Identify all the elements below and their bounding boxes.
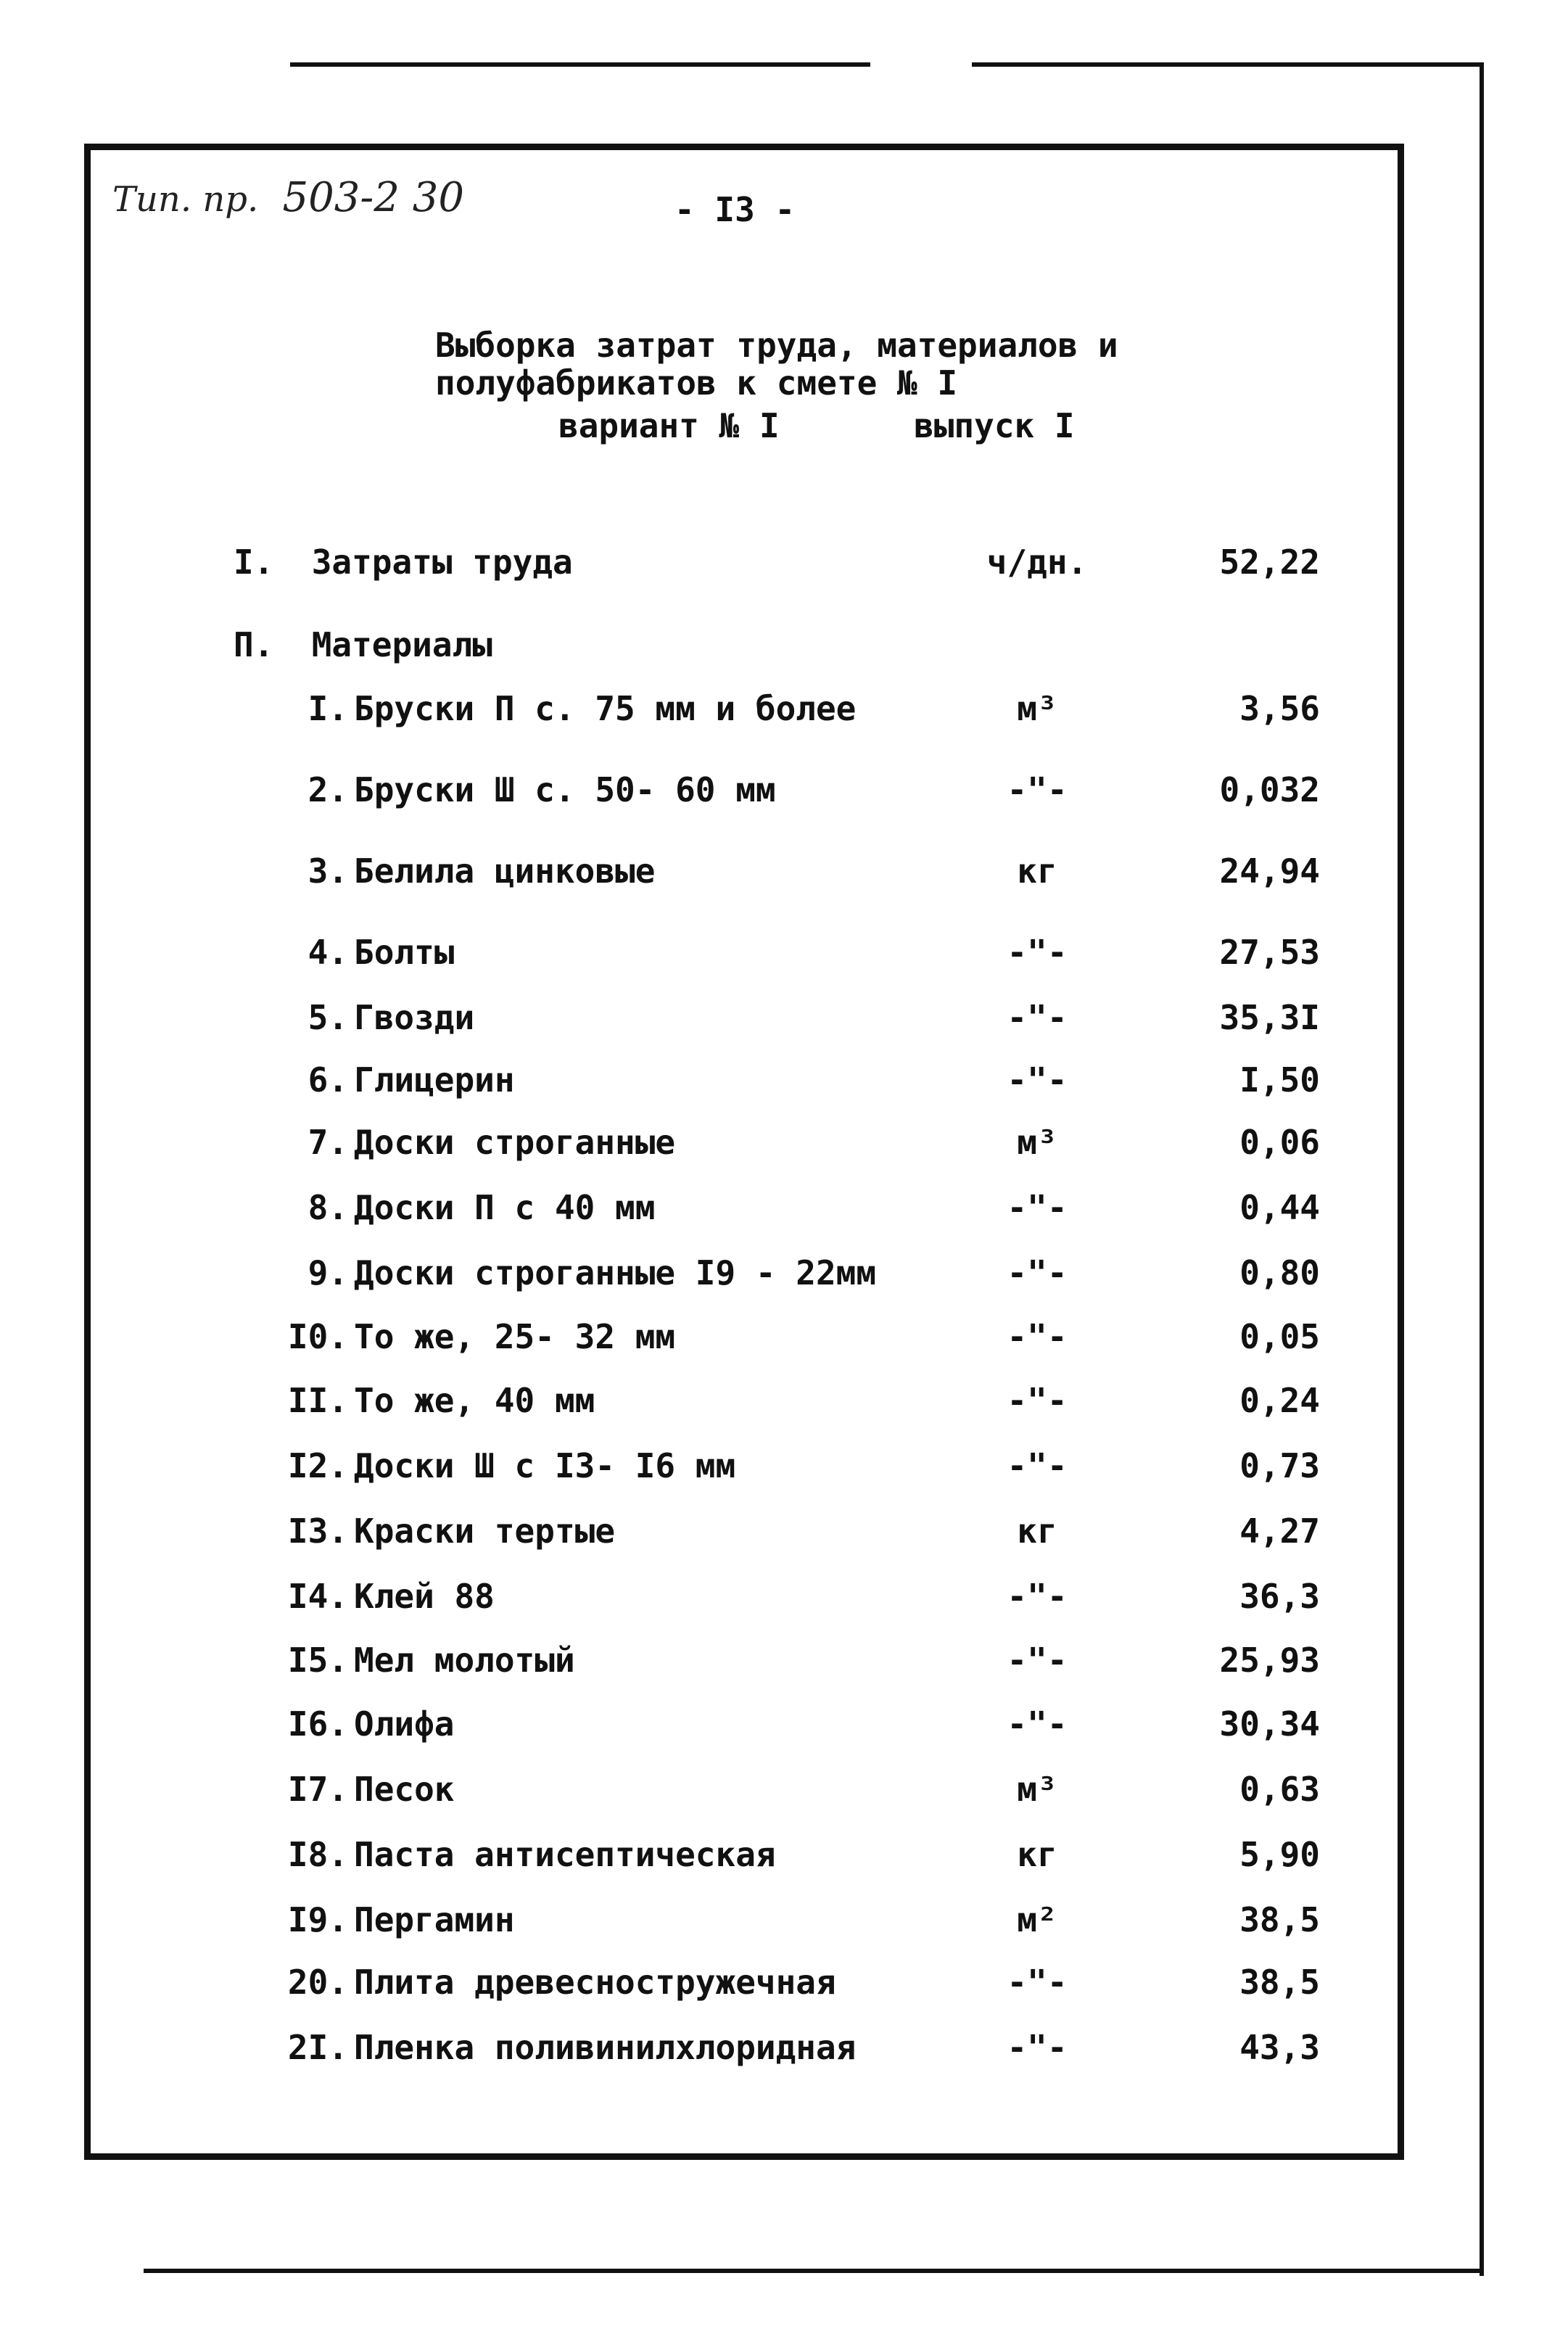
material-unit: м³	[1017, 689, 1057, 728]
material-value: 30,34	[1219, 1704, 1320, 1744]
top-rule-right	[972, 62, 1484, 67]
material-value: 27,53	[1219, 933, 1320, 972]
material-unit: -"-	[1007, 933, 1068, 972]
material-value: 4,27	[1239, 1511, 1320, 1551]
material-unit: -"-	[1007, 2028, 1068, 2067]
material-unit: -"-	[1007, 1253, 1068, 1292]
material-name: Бруски П с. 75 мм и более	[354, 689, 857, 728]
material-value: 35,3I	[1219, 998, 1320, 1037]
material-number: 20.	[287, 1963, 348, 2002]
material-unit: -"-	[1007, 1641, 1068, 1680]
stamp-label: Тип. пр.	[112, 179, 259, 220]
material-number: 3.	[308, 851, 348, 891]
material-unit: -"-	[1007, 1577, 1068, 1616]
material-number: I6.	[287, 1704, 348, 1744]
material-value: 0,80	[1239, 1253, 1320, 1292]
material-name: То же, 25- 32 мм	[354, 1317, 676, 1356]
section-labor	[234, 543, 573, 582]
material-name: Доски строганные	[354, 1123, 676, 1162]
material-value: 3,56	[1239, 689, 1320, 728]
material-name: Пленка поливинилхлоридная	[354, 2028, 857, 2067]
material-unit: -"-	[1007, 1317, 1068, 1356]
material-name: Белила цинковые	[354, 851, 656, 891]
material-name: Гвозди	[354, 998, 475, 1037]
material-number: I2.	[287, 1446, 348, 1485]
material-unit: -"-	[1007, 1963, 1068, 2002]
section-number: П.	[234, 625, 274, 664]
material-number: I9.	[287, 1900, 348, 1939]
material-name: То же, 40 мм	[354, 1381, 595, 1420]
material-unit: м³	[1017, 1123, 1057, 1162]
issue-label: выпуск I	[914, 406, 1075, 445]
material-number: I3.	[287, 1511, 348, 1551]
material-unit: м³	[1017, 1770, 1057, 1809]
material-unit: -"-	[1007, 1060, 1068, 1100]
material-number: 5.	[308, 998, 348, 1037]
material-number: 9.	[308, 1253, 348, 1292]
material-number: 7.	[308, 1123, 348, 1162]
material-value: 38,5	[1239, 1900, 1320, 1939]
material-number: I4.	[287, 1577, 348, 1616]
material-name: Песок	[354, 1770, 455, 1809]
material-value: 38,5	[1239, 1963, 1320, 2002]
material-value: 25,93	[1219, 1641, 1320, 1680]
document-title	[435, 326, 1118, 402]
page-number: - I3 -	[674, 190, 796, 229]
material-name: Мел молотый	[354, 1641, 575, 1680]
material-name: Болты	[354, 933, 455, 972]
material-unit: -"-	[1007, 1704, 1068, 1744]
right-rule	[1480, 64, 1484, 2276]
material-name: Олифа	[354, 1704, 455, 1744]
section-number: I.	[234, 543, 274, 582]
material-name: Глицерин	[354, 1060, 515, 1100]
material-value: 0,05	[1239, 1317, 1320, 1356]
material-unit: кг	[1017, 1835, 1057, 1874]
material-value: 0,63	[1239, 1770, 1320, 1809]
section-materials	[234, 625, 492, 664]
section-name: Затраты труда	[311, 543, 573, 582]
material-number: 4.	[308, 933, 348, 972]
material-value: I,50	[1239, 1060, 1320, 1100]
document-subtitle	[558, 406, 1075, 445]
material-name: Плита древесностружечная	[354, 1963, 836, 2002]
material-name: Доски Ш с I3- I6 мм	[354, 1446, 736, 1485]
section-name: Материалы	[311, 625, 492, 664]
material-number: 2I.	[287, 2028, 348, 2067]
material-name: Пергамин	[354, 1900, 515, 1939]
material-number: 6.	[308, 1060, 348, 1100]
material-number: 8.	[308, 1188, 348, 1227]
title-line-1: Выборка затрат труда, материалов и	[435, 326, 1118, 365]
section-value: 52,22	[1219, 543, 1320, 582]
material-number: I0.	[287, 1317, 348, 1356]
material-unit: кг	[1017, 851, 1057, 891]
material-number: I8.	[287, 1835, 348, 1874]
section-unit: ч/дн.	[986, 543, 1088, 582]
material-value: 0,73	[1239, 1446, 1320, 1485]
material-name: Паста антисептическая	[354, 1835, 776, 1874]
material-unit: м²	[1017, 1900, 1057, 1939]
material-name: Бруски Ш с. 50- 60 мм	[354, 770, 776, 809]
material-number: II.	[287, 1381, 348, 1420]
material-unit: кг	[1017, 1511, 1057, 1551]
material-value: 5,90	[1239, 1835, 1320, 1874]
material-unit: -"-	[1007, 770, 1068, 809]
stamp-number: 503-2 30	[282, 174, 465, 221]
material-unit: -"-	[1007, 998, 1068, 1037]
material-unit: -"-	[1007, 1381, 1068, 1420]
material-number: I5.	[287, 1641, 348, 1680]
title-line-2: полуфабрикатов к смете № I	[435, 363, 958, 403]
variant-label: вариант № I	[558, 406, 780, 445]
project-stamp	[112, 174, 464, 221]
material-name: Клей 88	[354, 1577, 495, 1616]
material-value: 0,24	[1239, 1381, 1320, 1420]
material-value: 0,032	[1219, 770, 1320, 809]
material-number: I.	[308, 689, 348, 728]
material-value: 36,3	[1239, 1577, 1320, 1616]
top-rule-left	[290, 62, 870, 67]
material-value: 0,44	[1239, 1188, 1320, 1227]
material-unit: -"-	[1007, 1446, 1068, 1485]
material-name: Доски П с 40 мм	[354, 1188, 656, 1227]
material-unit: -"-	[1007, 1188, 1068, 1227]
material-number: 2.	[308, 770, 348, 809]
material-name: Краски тертые	[354, 1511, 616, 1551]
material-value: 43,3	[1239, 2028, 1320, 2067]
material-name: Доски строганные I9 - 22мм	[354, 1253, 877, 1292]
material-number: I7.	[287, 1770, 348, 1809]
bottom-rule	[144, 2269, 1484, 2273]
material-value: 24,94	[1219, 851, 1320, 891]
material-value: 0,06	[1239, 1123, 1320, 1162]
